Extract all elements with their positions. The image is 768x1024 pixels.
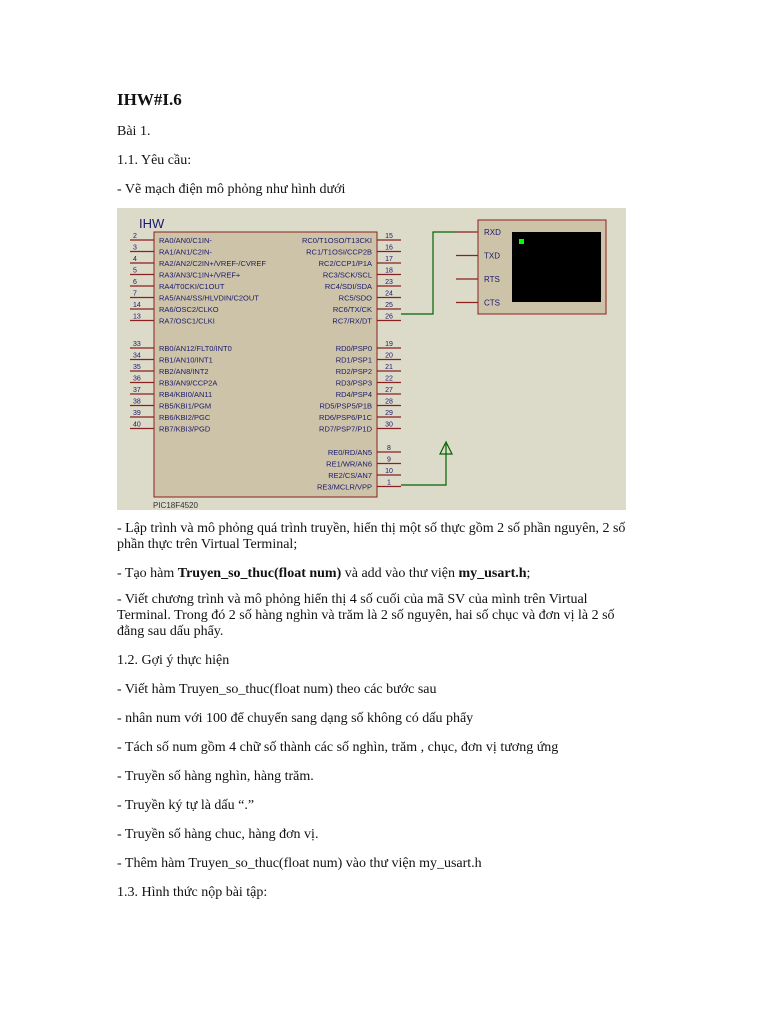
left-pin-name: RB3/AN9/CCP2A xyxy=(159,378,218,388)
library-name-bold: my_usart.h xyxy=(458,566,527,581)
terminal-pin-name: RTS xyxy=(484,275,500,284)
left-pin-number: 39 xyxy=(133,410,141,417)
left-pin-number: 6 xyxy=(133,279,137,286)
right-pin-number: 29 xyxy=(385,410,393,417)
virtual-terminal-screen xyxy=(512,232,601,302)
left-pin-name: RA2/AN2/C2IN+/VREF-/CVREF xyxy=(159,259,266,268)
left-pin-name: RB4/KBI0/AN11 xyxy=(159,390,213,399)
text-run: và add vào thư viện xyxy=(341,566,459,581)
chip-reference-label: IHW xyxy=(139,216,165,231)
right-pin-name: RC5/SDO xyxy=(338,293,372,303)
text-run: - Tạo hàm xyxy=(117,566,178,581)
terminal-pin-name: RXD xyxy=(484,228,501,237)
terminal-cursor xyxy=(519,239,524,244)
left-pin-name: RB7/KBI3/PGD xyxy=(159,424,211,434)
function-name-bold: Truyen_so_thuc(float num) xyxy=(177,566,342,581)
hint-item: - nhân num với 100 để chuyển sang dạng số không có dấu phẩy xyxy=(117,711,474,726)
right-pin-name: RC1/T1OSI/CCP2B xyxy=(306,247,372,257)
right-pin-number: 28 xyxy=(385,398,393,406)
hint-item: - Viết hàm Truyen_so_thuc(float num) theo các bước sau xyxy=(117,682,437,697)
right-pin-name: RD0/PSP0 xyxy=(335,344,372,353)
right-pin-name: RE1/WR/AN6 xyxy=(326,459,372,469)
left-pin-name: RB5/KBI1/PGM xyxy=(159,401,212,411)
right-pin-name: RC4/SDI/SDA xyxy=(324,282,372,291)
right-pin-name: RD7/PSP7/P1D xyxy=(319,424,372,434)
right-pin-number: 25 xyxy=(385,302,393,309)
right-pin-name: RD3/PSP3 xyxy=(335,378,372,388)
left-pin-number: 34 xyxy=(133,352,141,360)
right-pin-number: 15 xyxy=(385,233,393,240)
left-pin-name: RA1/AN1/C2IN- xyxy=(159,247,212,257)
right-pin-number: 8 xyxy=(387,445,391,452)
instruction-create-function xyxy=(117,566,637,582)
right-pin-name: RE0/RD/AN5 xyxy=(327,448,372,457)
left-pin-name: RA7/OSC1/CLKI xyxy=(159,316,215,326)
chip-part-label: PIC18F4520 xyxy=(153,501,198,510)
right-pin-number: 16 xyxy=(385,244,393,252)
section-1-1-heading: 1.1. Yêu cầu: xyxy=(117,153,192,168)
right-pin-number: 1 xyxy=(387,479,391,487)
text-run: ; xyxy=(526,566,531,581)
left-pin-name: RA0/AN0/C1IN- xyxy=(159,236,212,245)
terminal-pin-name: CTS xyxy=(484,298,500,308)
left-pin-number: 37 xyxy=(133,387,141,394)
right-pin-name: RE2/CS/AN7 xyxy=(328,471,372,480)
left-pin-name: RB0/AN12/FLT0/INT0 xyxy=(159,344,232,353)
document-title: IHW#I.6 xyxy=(117,90,182,109)
section-1-3-heading: 1.3. Hình thức nộp bài tập: xyxy=(117,885,268,900)
hint-item: - Thêm hàm Truyen_so_thuc(float num) vào thư viện my_usart.h xyxy=(117,856,482,871)
left-pin-number: 33 xyxy=(133,341,141,348)
instruction-programming: - Lập trình và mô phỏng quá trình truyền, hiển thị một số thực gồm 2 số phần nguyên, 2 số phần thực trên Virtual Terminal; xyxy=(117,521,626,552)
right-pin-number: 10 xyxy=(385,468,393,475)
right-pin-number: 18 xyxy=(385,267,393,275)
hint-item: - Truyền số hàng chuc, hàng đơn vị. xyxy=(117,827,319,842)
left-pin-number: 14 xyxy=(133,302,141,309)
exercise-heading: Bài 1. xyxy=(117,124,151,139)
left-pin-name: RA5/AN4/SS/HLVDIN/C2OUT xyxy=(159,293,259,303)
left-pin-name: RB2/AN8/INT2 xyxy=(159,367,209,376)
left-pin-number: 35 xyxy=(133,364,141,371)
left-pin-name: RA6/OSC2/CLKO xyxy=(159,305,219,314)
left-pin-number: 38 xyxy=(133,398,141,406)
right-pin-name: RC2/CCP1/P1A xyxy=(318,259,372,268)
right-pin-name: RE3/MCLR/VPP xyxy=(316,482,372,492)
left-pin-number: 2 xyxy=(133,233,137,240)
right-pin-number: 9 xyxy=(387,456,391,464)
left-pin-name: RB1/AN10/INT1 xyxy=(159,355,213,365)
right-pin-name: RD2/PSP2 xyxy=(335,367,372,376)
right-pin-name: RC0/T1OSO/T13CKI xyxy=(301,236,372,245)
right-pin-number: 21 xyxy=(385,364,393,371)
section-1-2-heading: 1.2. Gợi ý thực hiện xyxy=(117,653,230,668)
terminal-pin-name: TXD xyxy=(484,251,500,261)
left-pin-number: 36 xyxy=(133,375,141,383)
right-pin-number: 26 xyxy=(385,313,393,321)
instruction-write-program: - Viết chương trình và mô phỏng hiển thị 4 số cuối của mã SV của mình trên Virtual Terminal. Trong đó 2 số hàng nghìn và trăm là 2 số nguyên, hai số chục và đơn vị là 2 số đằng sau dấu phẩy. xyxy=(117,592,615,639)
right-pin-name: RD4/PSP4 xyxy=(335,390,372,399)
right-pin-name: RD1/PSP1 xyxy=(335,355,372,365)
right-pin-name: RD6/PSP6/P1C xyxy=(319,413,372,422)
right-pin-name: RC7/RX/DT xyxy=(332,316,372,326)
left-pin-number: 7 xyxy=(133,290,137,298)
left-pin-name: RA4/T0CKI/C1OUT xyxy=(159,282,225,291)
right-pin-number: 24 xyxy=(385,290,393,298)
right-pin-number: 27 xyxy=(385,387,393,394)
right-pin-number: 20 xyxy=(385,352,393,360)
left-pin-number: 13 xyxy=(133,313,141,321)
hint-item: - Truyền số hàng nghìn, hàng trăm. xyxy=(117,769,314,784)
right-pin-number: 17 xyxy=(385,256,393,263)
left-pin-number: 4 xyxy=(133,256,137,263)
right-pin-name: RC3/SCK/SCL xyxy=(322,270,372,280)
hint-item: - Tách số num gồm 4 chữ số thành các số nghìn, trăm , chục, đơn vị tương ứng xyxy=(117,740,559,755)
circuit-schematic xyxy=(117,208,626,510)
right-pin-name: RD5/PSP5/P1B xyxy=(319,401,372,411)
right-pin-number: 22 xyxy=(385,375,393,383)
left-pin-number: 3 xyxy=(133,244,137,252)
left-pin-number: 5 xyxy=(133,267,137,275)
hint-item: - Truyền ký tự là dấu “.” xyxy=(117,798,255,813)
left-pin-name: RB6/KBI2/PGC xyxy=(159,413,211,422)
right-pin-number: 30 xyxy=(385,421,393,429)
left-pin-name: RA3/AN3/C1IN+/VREF+ xyxy=(159,270,241,280)
left-pin-number: 40 xyxy=(133,421,141,429)
right-pin-number: 23 xyxy=(385,279,393,286)
instruction-draw-circuit: - Vẽ mạch điện mô phỏng như hình dưới xyxy=(117,182,346,197)
right-pin-name: RC6/TX/CK xyxy=(332,305,372,314)
right-pin-number: 19 xyxy=(385,341,393,348)
